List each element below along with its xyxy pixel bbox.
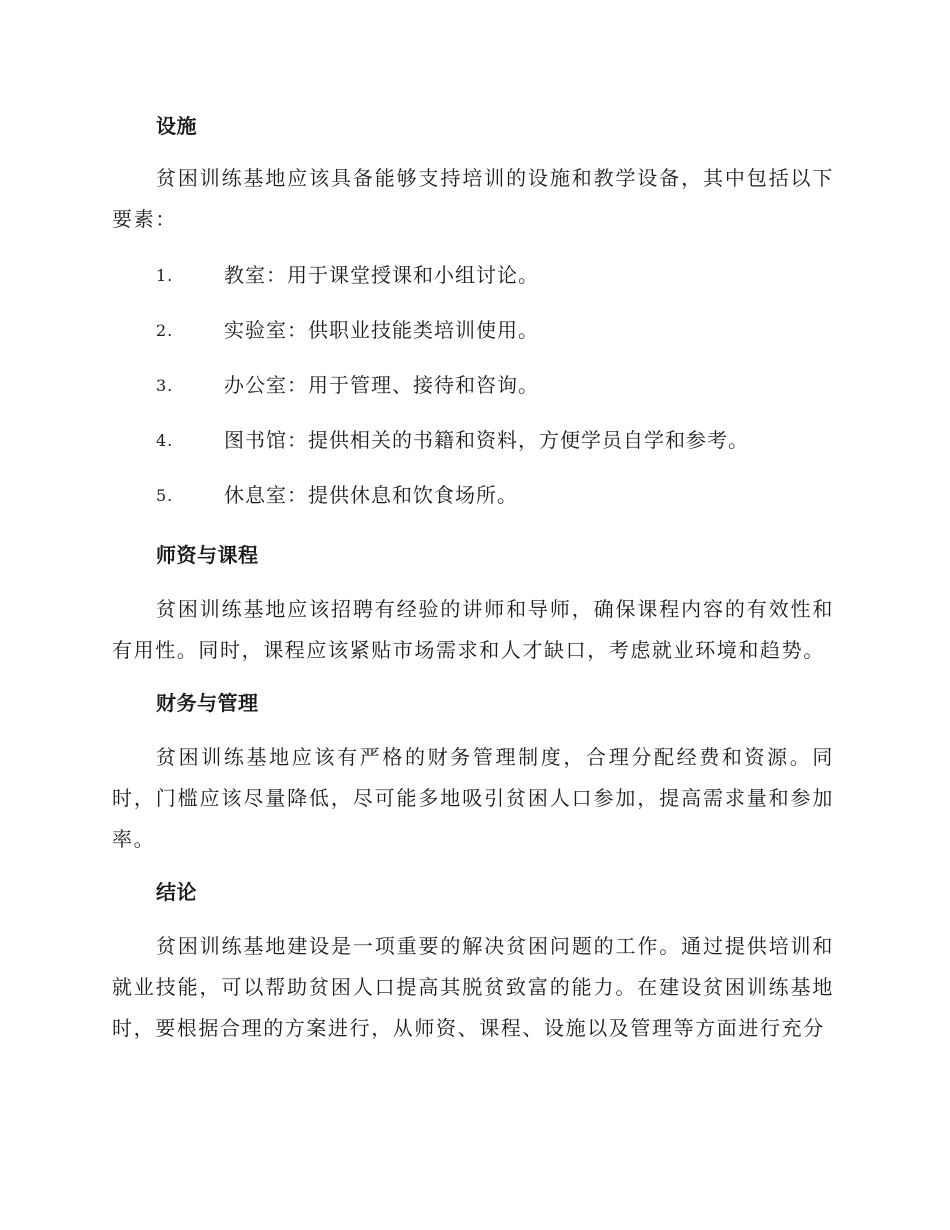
list-item xyxy=(112,358,834,413)
list-item-text: 实验室：供职业技能类培训使用。 xyxy=(224,318,539,342)
list-item-text: 办公室：用于管理、接待和咨询。 xyxy=(224,373,539,397)
list-item-text: 休息室：提供休息和饮食场所。 xyxy=(224,483,518,507)
list-item-number: 4. xyxy=(156,431,174,450)
list-item-number: 1. xyxy=(156,266,174,285)
list-item xyxy=(112,248,834,303)
list-item-number: 2. xyxy=(156,321,174,340)
list-item-text: 教室：用于课堂授课和小组讨论。 xyxy=(224,263,539,287)
list-item-number: 3. xyxy=(156,376,174,395)
list-item-number: 5. xyxy=(156,486,174,505)
section-heading-conclusion: 结论 xyxy=(156,880,197,904)
list-item xyxy=(112,413,834,468)
list-item xyxy=(112,468,834,523)
list-item xyxy=(112,303,834,358)
section-paragraph-finance-management: 贫困训练基地应该有严格的财务管理制度，合理分配经费和资源。同时，门槛应该尽量降低，尽可能多地吸引贫困人口参加，提高需求量和参加率。 xyxy=(112,745,834,851)
facilities-list xyxy=(112,248,834,523)
section-paragraph-conclusion: 贫困训练基地建设是一项重要的解决贫困问题的工作。通过提供培训和就业技能，可以帮助贫困人口提高其脱贫致富的能力。在建设贫困训练基地时，要根据合理的方案进行，从师资、课程、设施以及管理等方面进行充分 xyxy=(112,934,834,1040)
list-item-text: 图书馆：提供相关的书籍和资料，方便学员自学和参考。 xyxy=(224,428,749,452)
section-heading-finance-management: 财务与管理 xyxy=(156,691,259,715)
section-paragraph-facilities: 贫困训练基地应该具备能够支持培训的设施和教学设备，其中包括以下要素： xyxy=(112,166,834,231)
section-paragraph-faculty-courses: 贫困训练基地应该招聘有经验的讲师和导师，确保课程内容的有效性和有用性。同时，课程应该紧贴市场需求和人才缺口，考虑就业环境和趋势。 xyxy=(112,597,834,662)
document-body xyxy=(112,108,834,1049)
section-heading-faculty-courses: 师资与课程 xyxy=(156,543,259,567)
section-heading-facilities: 设施 xyxy=(156,114,197,138)
